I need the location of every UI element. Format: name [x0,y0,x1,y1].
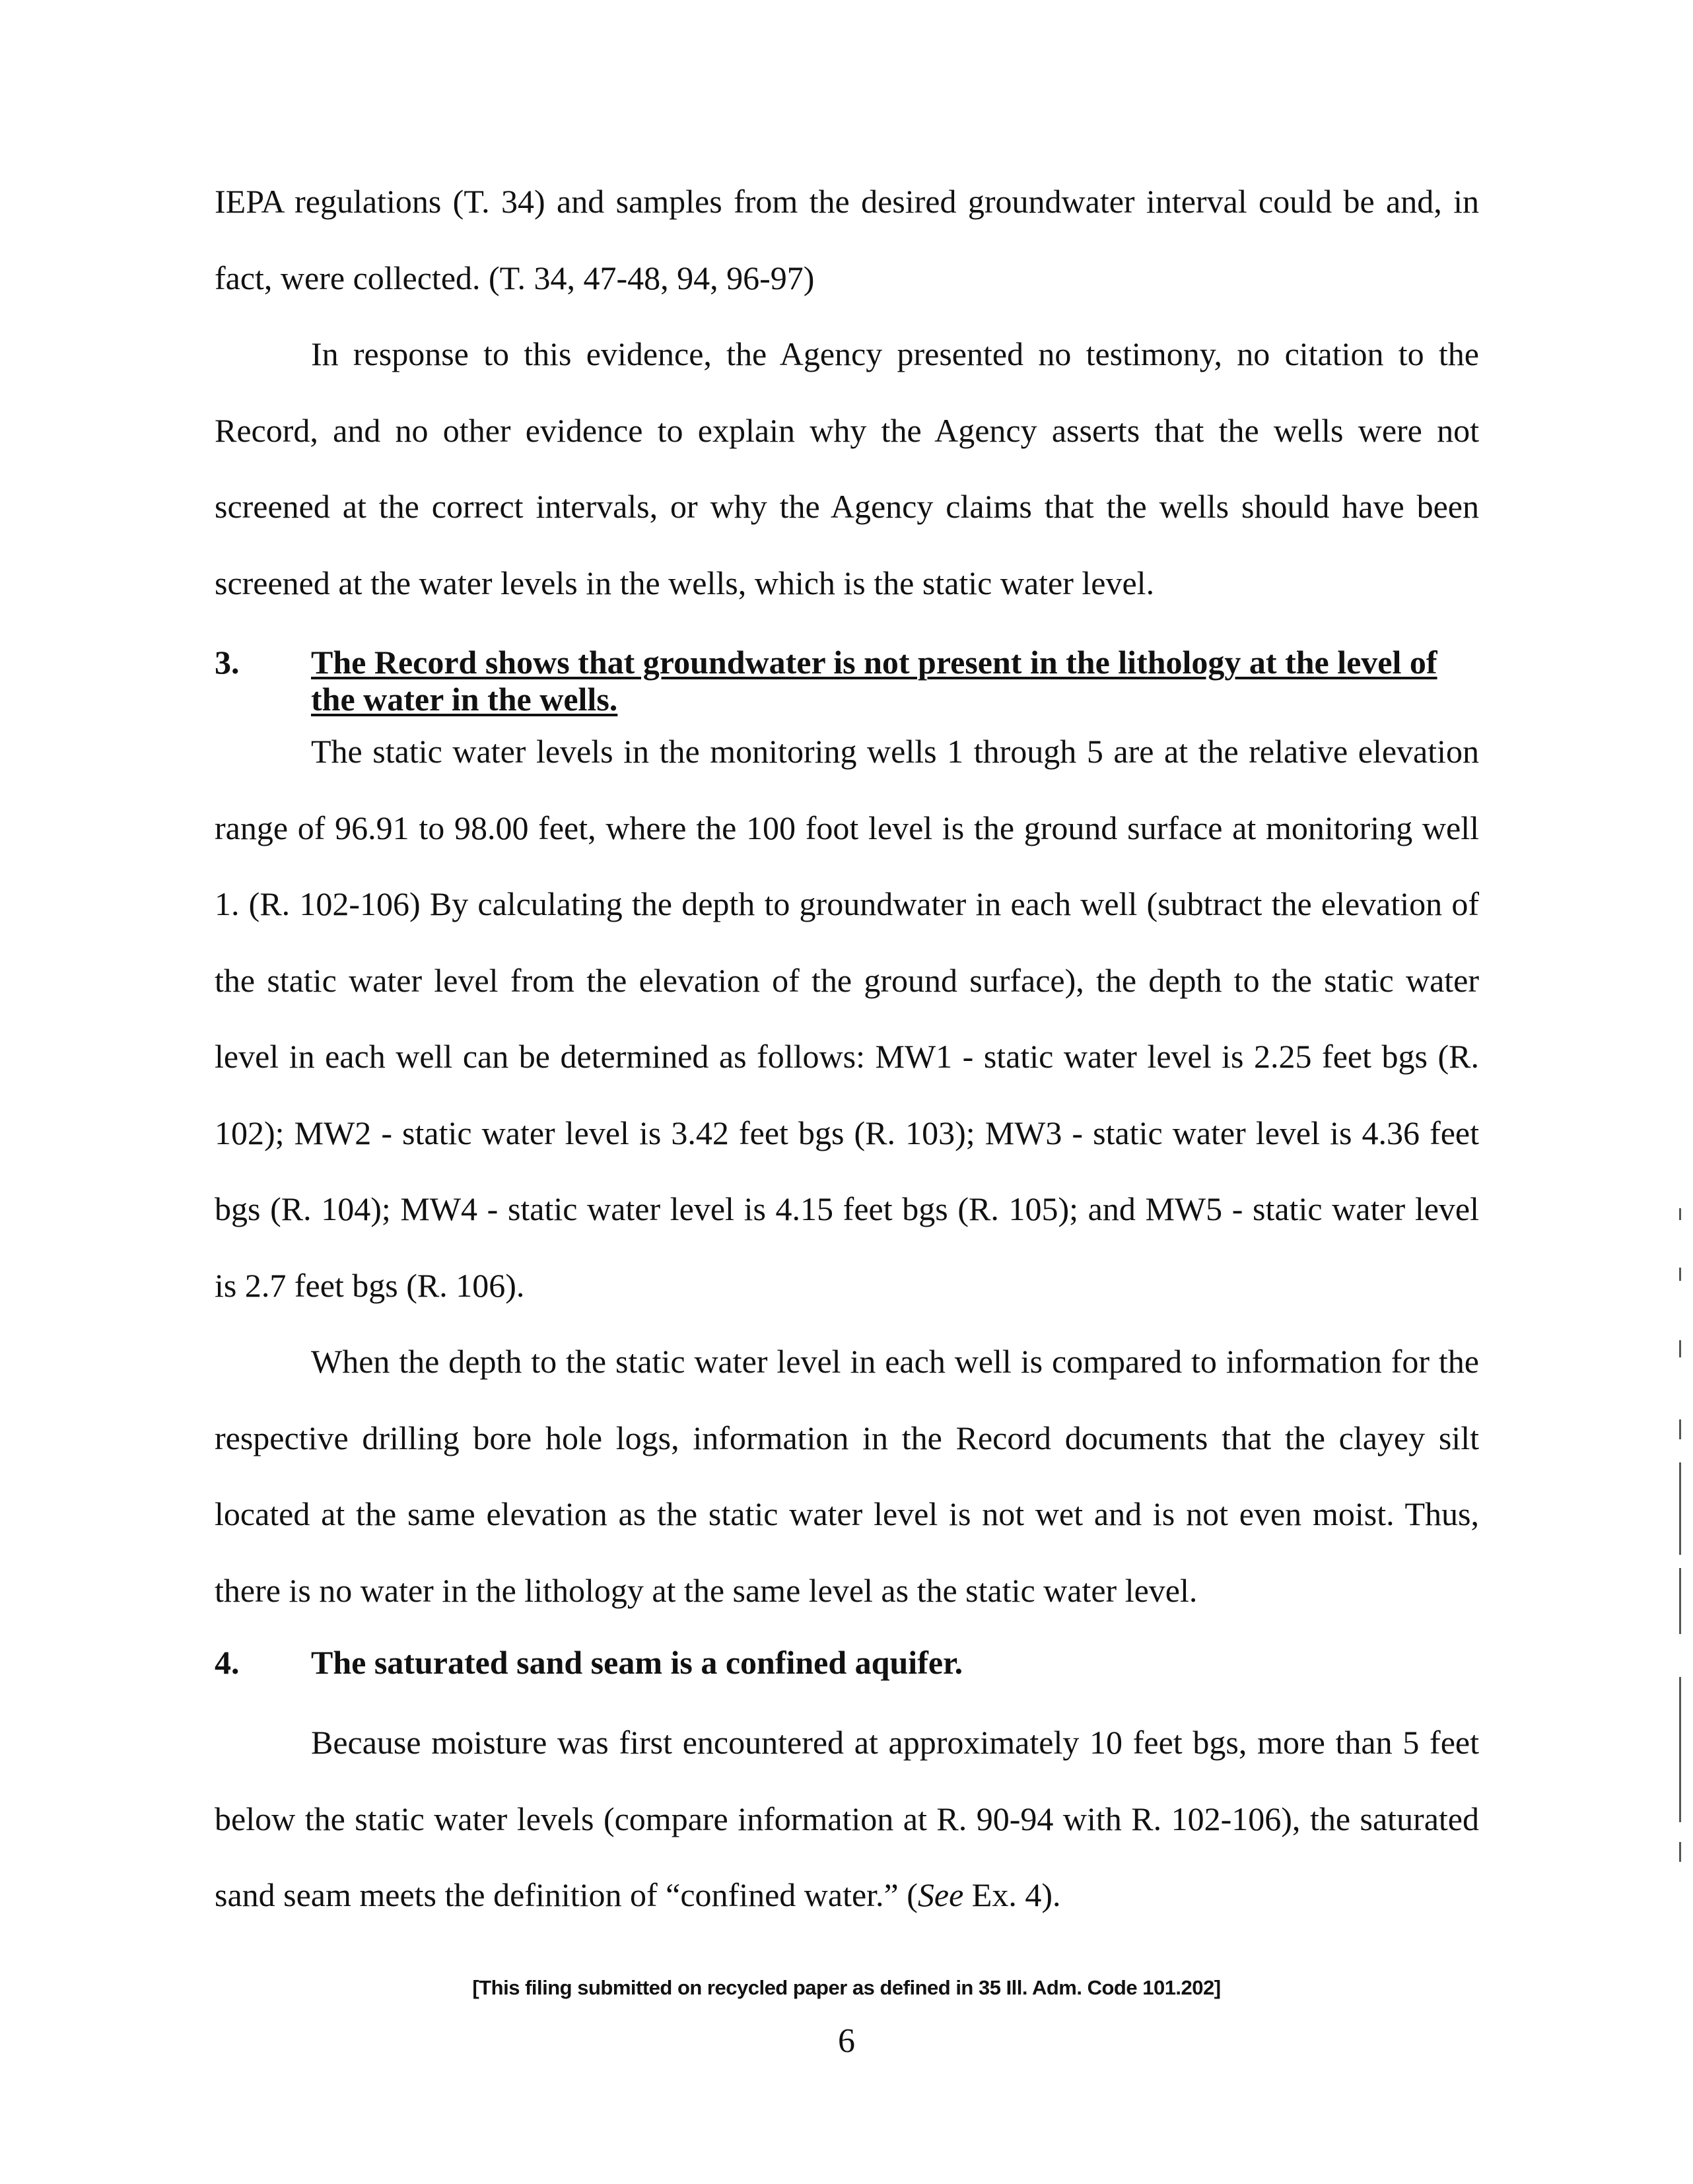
margin-scan-mark [1679,1419,1681,1439]
section-heading-3 [215,644,1479,718]
margin-scan-mark [1679,1568,1681,1634]
paragraph-4: When the depth to the static water level in each well is compared to information for the respective drilling bore hole logs, information in the Record documents that the clayey silt located at the same elevation as the static water level is not wet and is not even moist. Thus, there is no water in the lithology at the same level as the static water level. [215,1343,1479,1609]
section-number-3: 3. [215,644,240,681]
margin-scan-mark [1679,1268,1681,1281]
paragraph-5 [215,1705,1479,1934]
paragraph-5-text-a: Because moisture was first encountered at approximately 10 feet bgs, more than 5 feet below the static water levels (compare information at R. 90-94 with R. 102-106), the saturated sand seam meets the definition of “confined water.” ( [215,1724,1479,1913]
margin-scan-mark [1679,1677,1681,1822]
margin-scan-mark [1679,1842,1681,1862]
paragraph-5-see-italic: See [917,1876,964,1913]
paragraph-5-text-b: Ex. 4). [963,1876,1061,1913]
section-title-3: The Record shows that groundwater is not present in the lithology at the level of the water in the wells. [311,644,1437,718]
margin-scan-mark [1679,1340,1681,1357]
margin-scan-mark [1679,1462,1681,1555]
body-block-2 [215,714,1479,1629]
margin-scan-mark [1679,1208,1681,1220]
paragraph-1: IEPA regulations (T. 34) and samples from the desired groundwater interval could be and, in fact, were collected. (T. 34, 47-48, 94, 96-97) [215,183,1479,296]
paragraph-3: The static water levels in the monitoring wells 1 through 5 are at the relative elevation range of 96.91 to 98.00 feet, where the 100 foot level is the ground surface at monitoring well 1. (R. 102-106) By calculating the depth to groundwater in each well (subtract the elevation of the static water level from the elevation of the ground surface), the depth to the static water level in each well can be determined as follows: MW1 - static water level is 2.25 feet bgs (R. 102); MW2 - static water level is 3.42 feet bgs (R. 103); MW3 - static water level is 4.36 feet bgs (R. 104); MW4 - static water level is 4.15 feet bgs (R. 105); and MW5 - static water level is 2.7 feet bgs (R. 106). [215,733,1479,1304]
page-number: 6 [838,2022,855,2060]
recycled-paper-note: [This filing submitted on recycled paper as defined in 35 Ill. Adm. Code 101.202] [472,1976,1221,1999]
section-heading-4 [215,1644,1479,1681]
paragraph-2: In response to this evidence, the Agency presented no testimony, no citation to the Record, and no other evidence to explain why the Agency asserts that the wells were not screened at the correct intervals, or why the Agency claims that the wells should have been screened at the water levels in the wells, which is the static water level. [215,335,1479,601]
body-block-3 [215,1705,1479,1934]
body-block-1 [215,164,1479,621]
section-number-4: 4. [215,1644,240,1681]
section-title-4: The saturated sand seam is a confined aquifer. [311,1644,963,1681]
